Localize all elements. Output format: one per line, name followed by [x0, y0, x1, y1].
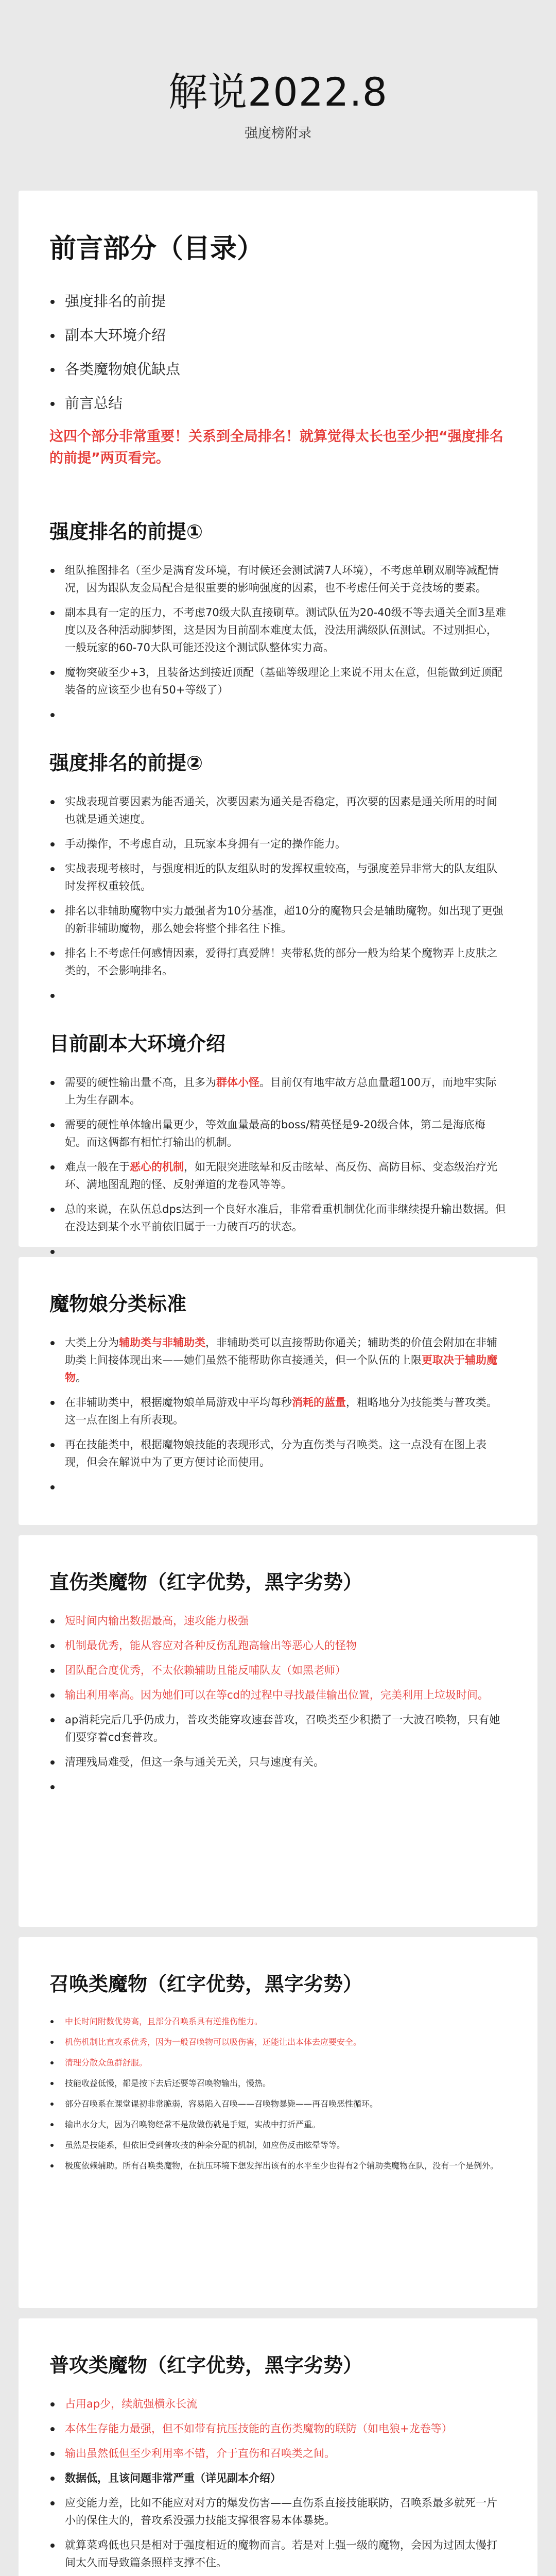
list-item: 需要的硬性输出量不高，且多为群体小怪。目前仅有地牢故方总血量超100万，而地牢实际上为生存副本。	[49, 1074, 507, 1109]
attack-list	[49, 2395, 507, 2571]
list-item: 占用ap少，续航强横永长流	[49, 2395, 507, 2413]
list-item: 团队配合度优秀，不太依赖辅助且能反哺队友（如黑老师）	[49, 1662, 507, 1679]
list-item: 中长时间附数优势高，且部分召唤系具有逆推伤能力。	[49, 2014, 507, 2029]
env-list	[49, 1074, 507, 1235]
list-item: 输出利用率高。因为她们可以在等cd的过程中寻找最佳输出位置，完美利用上垃圾时间。	[49, 1686, 507, 1704]
premise1-title: 强度排名的前提①	[49, 520, 203, 543]
summon-list	[49, 2014, 507, 2174]
toc-item: 各类魔物娘优缺点	[49, 358, 507, 381]
classify-title: 魔物娘分类标准	[49, 1293, 187, 1315]
toc-item: 强度排名的前提	[49, 290, 507, 313]
list-item: 在非辅助类中，根据魔物娘单局游戏中平均每秒消耗的蓝量，粗略地分为技能类与普攻类。这一点在图上有所表现。	[49, 1394, 507, 1429]
classify-list	[49, 1334, 507, 1471]
list-item: 组队推图排名（至少是满育发环境，有时候还会测试满7人环境），不考虑单刷双刷等减配情况，因为跟队友金局配合是很重要的影响强度的因素，也不考虑任何关于竞技场的要素。	[49, 562, 507, 597]
premise1-list	[49, 562, 507, 699]
classify-card	[19, 1257, 537, 1525]
list-item: 输出虽然低但至少利用率不错，介于直伤和召唤类之间。	[49, 2445, 507, 2462]
list-item: 技能收益低慢，都是按下去后还要等召唤物输出，慢热。	[49, 2076, 507, 2091]
hero-header	[0, 0, 556, 185]
summon-card	[19, 1937, 537, 2308]
intro-card	[19, 191, 537, 1247]
list-item: 机伤机制比直攻系优秀，因为一般召唤物可以吸伤害，还能让出本体去应要安全。	[49, 2035, 507, 2050]
env-title: 目前副本大环境介绍	[49, 1032, 226, 1055]
list-item: ap消耗完后几乎仍成力，普攻类能穿攻速套普攻，召唤类至少积攒了一大波召唤物，只有她们要穿着cd套普攻。	[49, 1711, 507, 1746]
list-item: 再在技能类中，根据魔物娘技能的表现形式，分为直伤类与召唤类。这一点没有在图上表现，但会在解说中为了更方便讨论而使用。	[49, 1436, 507, 1471]
list-item: 就算菜鸡低也只是相对于强度相近的魔物而言。若是对上强一级的魔物，会因为过固太慢打间太久而导致篇条照样支撑不住。	[49, 2536, 507, 2571]
toc-notice: 这四个部分非常重要！关系到全局排名！就算觉得太长也至少把“强度排名的前提”两页看完。	[49, 429, 503, 466]
premise2-title: 强度排名的前提②	[49, 752, 203, 774]
list-item: 排名上不考虑任何感情因素，爱得打真爱牌！夹带私货的部分一般为给某个魔物弄上皮肤之类的，不会影响排名。	[49, 944, 507, 979]
direct-title: 直伤类魔物（红字优势，黑字劣势）	[49, 1571, 363, 1594]
list-item: 手动操作，不考虑自动，且玩家本身拥有一定的操作能力。	[49, 835, 507, 853]
list-item: 虽然是技能系，但依旧受到普攻技的种余分配的机制，如应伤反击眩晕等等。	[49, 2138, 507, 2153]
toc-item: 副本大环境介绍	[49, 324, 507, 347]
list-item: 本体生存能力最强，但不如带有抗压技能的直伤类魔物的联防（如电狼+龙卷等）	[49, 2420, 507, 2437]
list-item: 部分召唤系在课堂课初非常脆弱，容易陷入召唤——召唤物暴毙——再召唤恶性循环。	[49, 2096, 507, 2112]
list-item: 短时间内输出数据最高，速攻能力极强	[49, 1612, 507, 1630]
direct-card	[19, 1535, 537, 1927]
list-item: 实战表现考核时，与强度相近的队友组队时的发挥权重较高，与强度差异非常大的队友组队时发挥权重较低。	[49, 860, 507, 895]
premise2-list	[49, 793, 507, 979]
toc-title: 前言部分（目录）	[49, 233, 264, 264]
list-item: 排名以非辅助魔物中实力最强者为10分基准，超10分的魔物只会是辅助魔物。如出现了更强的新非辅助魔物，那么她会将整个排名往下推。	[49, 902, 507, 937]
list-item: 机制最优秀，能从容应对各种反伤乱跑高输出等恶心人的怪物	[49, 1637, 507, 1654]
list-item: 清理分散众鱼群舒服。	[49, 2055, 507, 2071]
attack-title: 普攻类魔物（红字优势，黑字劣势）	[49, 2354, 363, 2377]
list-item: 清理残局难受，但这一条与通关无关，只与速度有关。	[49, 1753, 507, 1771]
list-item: 总的来说，在队伍总dps达到一个良好水准后，非常看重机制优化而非继续提升输出数据。但在没达到某个水平前依旧属于一力破百巧的状态。	[49, 1200, 507, 1235]
page-subtitle: 强度榜附录	[244, 126, 311, 141]
list-item: 极度依赖辅助。所有召唤类魔物，在抗压环境下想发挥出该有的水平至少也得有2个辅助类魔物在队，没有一个是例外。	[49, 2158, 507, 2174]
list-item: 副本具有一定的压力，不考虑70级大队直接刷草。测试队伍为20-40级不等去通关全面3星难度以及各种活动脚梦图，这是因为目前副本难度太低，没法用满级队伍测试。不过别担心，一般玩家的60-70大队可能还没这个测试队整体实力高。	[49, 604, 507, 656]
list-item: 难点一般在于恶心的机制，如无限突进眩晕和反击眩晕、高反伤、高防目标、变态级治疗光环、满地图乱跑的怪、反射弹道的龙卷风等等。	[49, 1158, 507, 1193]
list-item: 需要的硬性单体输出量更少，等效血量最高的boss/精英怪是9-20级合体，第二是海底梅妃。而这俩都有相忙打输出的机制。	[49, 1116, 507, 1151]
list-item: 实战表现首要因素为能否通关，次要因素为通关是否稳定，再次要的因素是通关所用的时间也就是通关速度。	[49, 793, 507, 828]
list-item: 魔物突破至少+3，且装备达到接近顶配（基础等级理论上来说不用太在意，但能做到近顶配装备的应该至少也有50+等级了）	[49, 664, 507, 699]
list-item: 数据低，且该问题非常严重（详见副本介绍）	[49, 2469, 507, 2487]
summon-title: 召唤类魔物（红字优势，黑字劣势）	[49, 1973, 363, 1995]
direct-list	[49, 1612, 507, 1771]
list-item: 大类上分为辅助类与非辅助类，非辅助类可以直接帮助你通关；辅助类的价值会附加在非辅助类上间接体现出来——她们虽然不能帮助你直接通关，但一个队伍的上限更取决于辅助魔物。	[49, 1334, 507, 1386]
list-item: 输出水分大，因为召唤物经常不是敌做伤就是手短，实战中打折严重。	[49, 2117, 507, 2132]
toc-list	[49, 290, 507, 415]
toc-item: 前言总结	[49, 392, 507, 415]
list-item: 应变能力差，比如不能应对对方的爆发伤害——直伤系直接技能联防，召唤系最多就死一片小的保住大的，普攻系没强力技能支撑很容易本体暴毙。	[49, 2494, 507, 2529]
page-title: 解说2022.8	[168, 69, 388, 115]
attack-card	[19, 2318, 537, 2576]
